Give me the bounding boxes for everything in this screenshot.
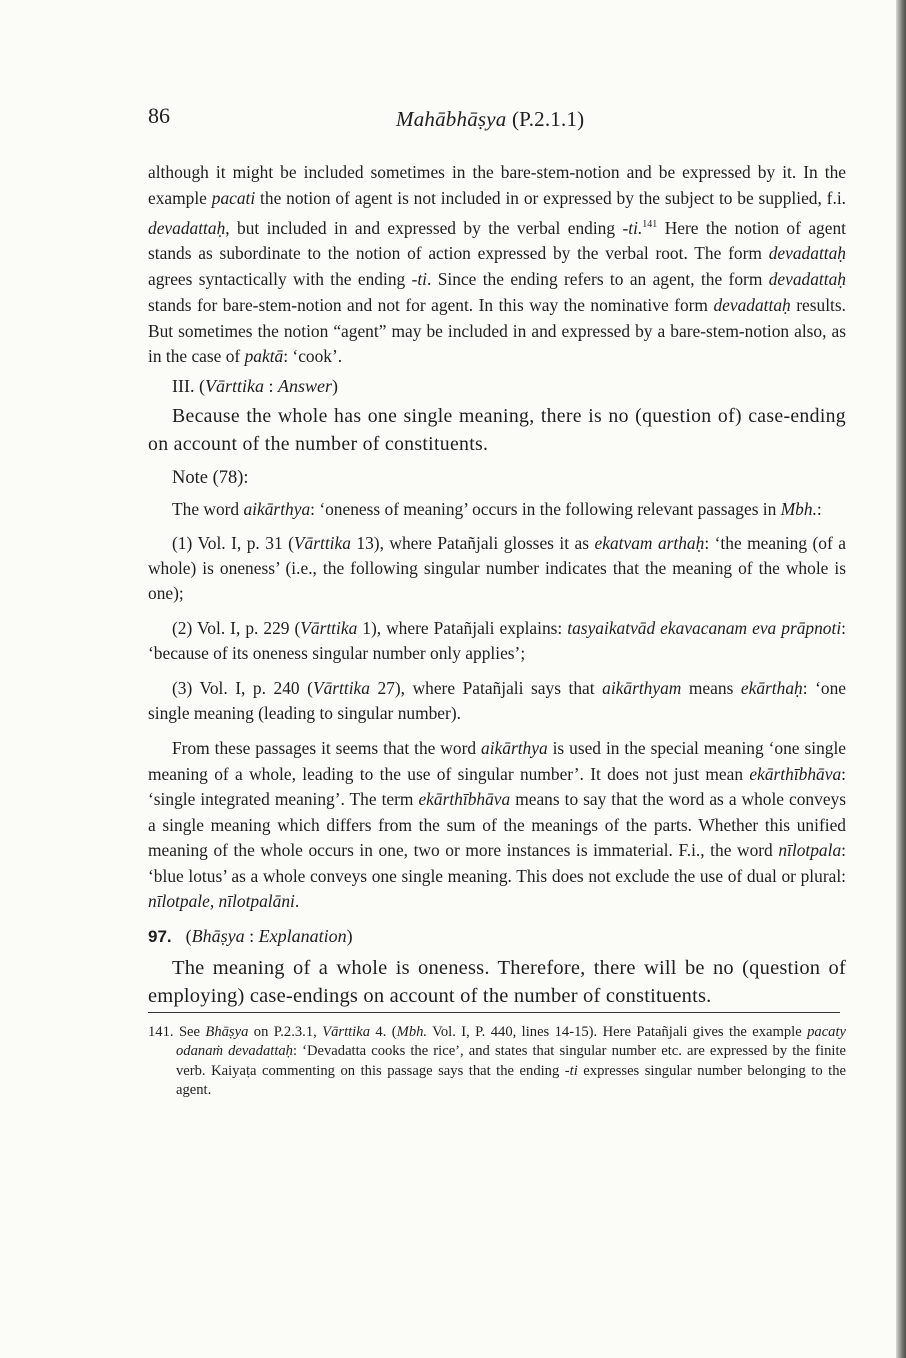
note-intro: The word aikārthya: ‘oneness of meaning’ occurs in the following relevant passages in Mbh.: [172,499,822,520]
note-heading: Note (78): [172,468,249,489]
varttika-heading: III. (Vārttika : Answer) [172,376,338,397]
section-heading: 97. (Bhāṣya : Explanation) [148,925,353,946]
list-item: (1) Vol. I, p. 31 (Vārttika 13), where Patañjali glosses it as ekatvam arthaḥ: ‘the meaning (of a whole) is oneness’ (i.e., the following singular number indicates that the meaning of the whole is one); [148,533,846,604]
discussion-paragraph: From these passages it seems that the word aikārthya is used in the special meaning ‘one single meaning of a whole, leading to the use of singular number’. It does not just mean ekārthībhāva: ‘single integrated meaning’. The term ekārthībhāva means to say that the word as a whole conveys a single meaning which differs from the sum of the meanings of the parts. Whether this unified meaning of the whole occurs in one, two or more instances is immaterial. F.i., the word nīlotpala: ‘blue lotus’ as a whole conveys one single meaning. This does not exclude the use of dual or plural: nīlotpale, nīlotpalāni. [148,738,847,912]
page-number: 86 [148,103,170,128]
footnote-ref: 141 [642,218,658,230]
footnote: 141. See Bhāṣya on P.2.3.1, Vārttika 4. (Mbh. Vol. I, P. 440, lines 14-15). Here Patañjali gives the example pacaty odanaṁ devadattaḥ: ‘Devadatta cooks the rice’, and states that singular number etc. are expressed by the finite verb. Kaiyaṭa commenting on this passage says that the ending -ti expresses singular number belonging to the agent. [148,1023,846,1099]
page-edge-shadow [896,0,906,1358]
page-body [148,160,846,1101]
page-header [148,103,846,133]
list-item: (3) Vol. I, p. 240 (Vārttika 27), where Patañjali says that aikārthyam means ekārthaḥ: ‘one single meaning (leading to singular number). [148,678,846,724]
varttika-text: Because the whole has one single meaning, there is no (question of) case-ending on account of the number of constituents. [148,405,846,456]
list-item: (2) Vol. I, p. 229 (Vārttika 1), where Patañjali explains: tasyaikatvād ekavacanam eva prāpnoti: ‘because of its oneness singular number only applies’; [148,618,847,664]
running-title: Mahābhāṣya (P.2.1.1) [396,107,585,131]
footnote-divider [148,1012,840,1013]
bhasya-text: The meaning of a whole is oneness. Therefore, there will be no (question of employing) case-endings on account of the number of constituents. [148,956,846,1007]
intro-paragraph: although it might be included sometimes in the bare-stem-notion and be expressed by it. In the example pacati the notion of agent is not included in or expressed by the subject to be supplied, f.i. devadattaḥ, but included in and expressed by the verbal ending -ti.$^{141}$ Here the notion of agent stands as subordinate to the notion of action expressed by the verbal root. The form devadattaḥ agrees syntactically with the ending -ti. Since the ending refers to an agent, the form devadattaḥ stands for bare-stem-notion and not for agent. In this way the nominative form devadattaḥ results. But sometimes the notion “agent” may be included in and expressed by a bare-stem-notion also, as in the case of paktā: ‘cook’. [148,162,846,367]
